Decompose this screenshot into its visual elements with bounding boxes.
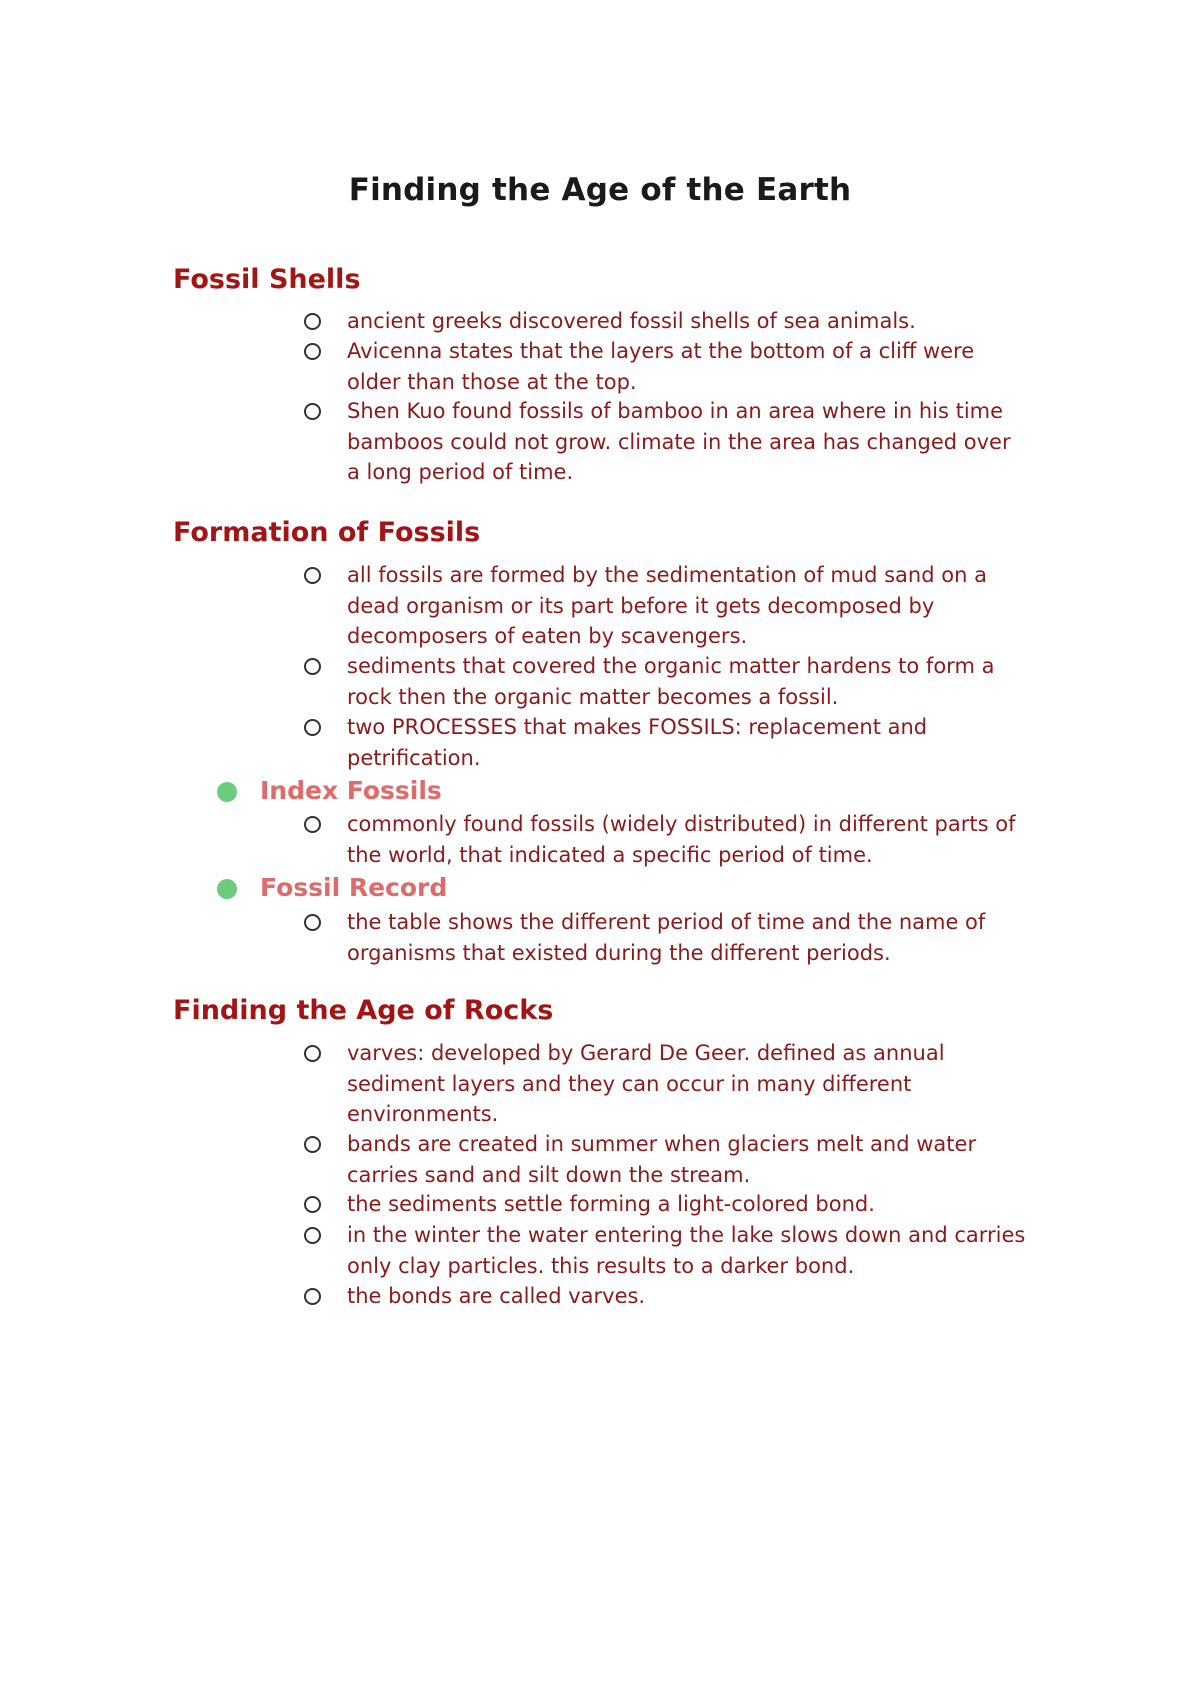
hollow-circle-icon xyxy=(304,658,321,675)
hollow-circle-icon xyxy=(304,1288,321,1305)
hollow-circle-icon xyxy=(304,914,321,931)
page-title: Finding the Age of the Earth xyxy=(348,172,852,208)
bullet-text: commonly found fossils (widely distributed) in different parts of the world, that indicated a specific period of time. xyxy=(347,812,1016,867)
bullet-text: the sediments settle forming a light-colored bond. xyxy=(347,1192,875,1216)
hollow-circle-icon xyxy=(304,313,321,330)
subheading-index-fossils: Index Fossils xyxy=(260,776,442,805)
hollow-circle-icon xyxy=(304,343,321,360)
bullet-text: Shen Kuo found fossils of bamboo in an area where in his time bamboos could not grow. climate in the area has changed over a long period of time. xyxy=(347,399,1011,484)
subheading-fossil-record: Fossil Record xyxy=(260,873,448,902)
green-dot-icon xyxy=(217,879,237,899)
green-dot-icon xyxy=(217,782,237,802)
hollow-circle-icon xyxy=(304,816,321,833)
hollow-circle-icon xyxy=(304,403,321,420)
hollow-circle-icon xyxy=(304,1227,321,1244)
hollow-circle-icon xyxy=(304,719,321,736)
hollow-circle-icon xyxy=(304,1196,321,1213)
bullet-text: varves: developed by Gerard De Geer. defined as annual sediment layers and they can occur in many different environments. xyxy=(347,1041,945,1126)
heading-formation-of-fossils: Formation of Fossils xyxy=(173,517,481,548)
bullet-text: sediments that covered the organic matter hardens to form a rock then the organic matter becomes a fossil. xyxy=(347,654,995,709)
hollow-circle-icon xyxy=(304,567,321,584)
bullet-text: two PROCESSES that makes FOSSILS: replacement and petrification. xyxy=(347,715,928,770)
bullet-text: ancient greeks discovered fossil shells of sea animals. xyxy=(347,309,916,333)
hollow-circle-icon xyxy=(304,1136,321,1153)
bullet-text: bands are created in summer when glaciers melt and water carries sand and silt down the stream. xyxy=(347,1132,977,1187)
heading-fossil-shells: Fossil Shells xyxy=(173,264,361,295)
bullet-text: the bonds are called varves. xyxy=(347,1284,646,1308)
bullet-text: the table shows the different period of time and the name of organisms that existed during the different periods. xyxy=(347,910,986,965)
heading-age-of-rocks: Finding the Age of Rocks xyxy=(173,995,554,1026)
hollow-circle-icon xyxy=(304,1045,321,1062)
bullet-text: all fossils are formed by the sedimentation of mud sand on a dead organism or its part before it gets decomposed by decomposers of eaten by scavengers. xyxy=(347,563,987,648)
bullet-text: in the winter the water entering the lake slows down and carries only clay particles. this results to a darker bond. xyxy=(347,1223,1026,1278)
bullet-text: Avicenna states that the layers at the bottom of a cliff were older than those at the top. xyxy=(347,339,975,394)
